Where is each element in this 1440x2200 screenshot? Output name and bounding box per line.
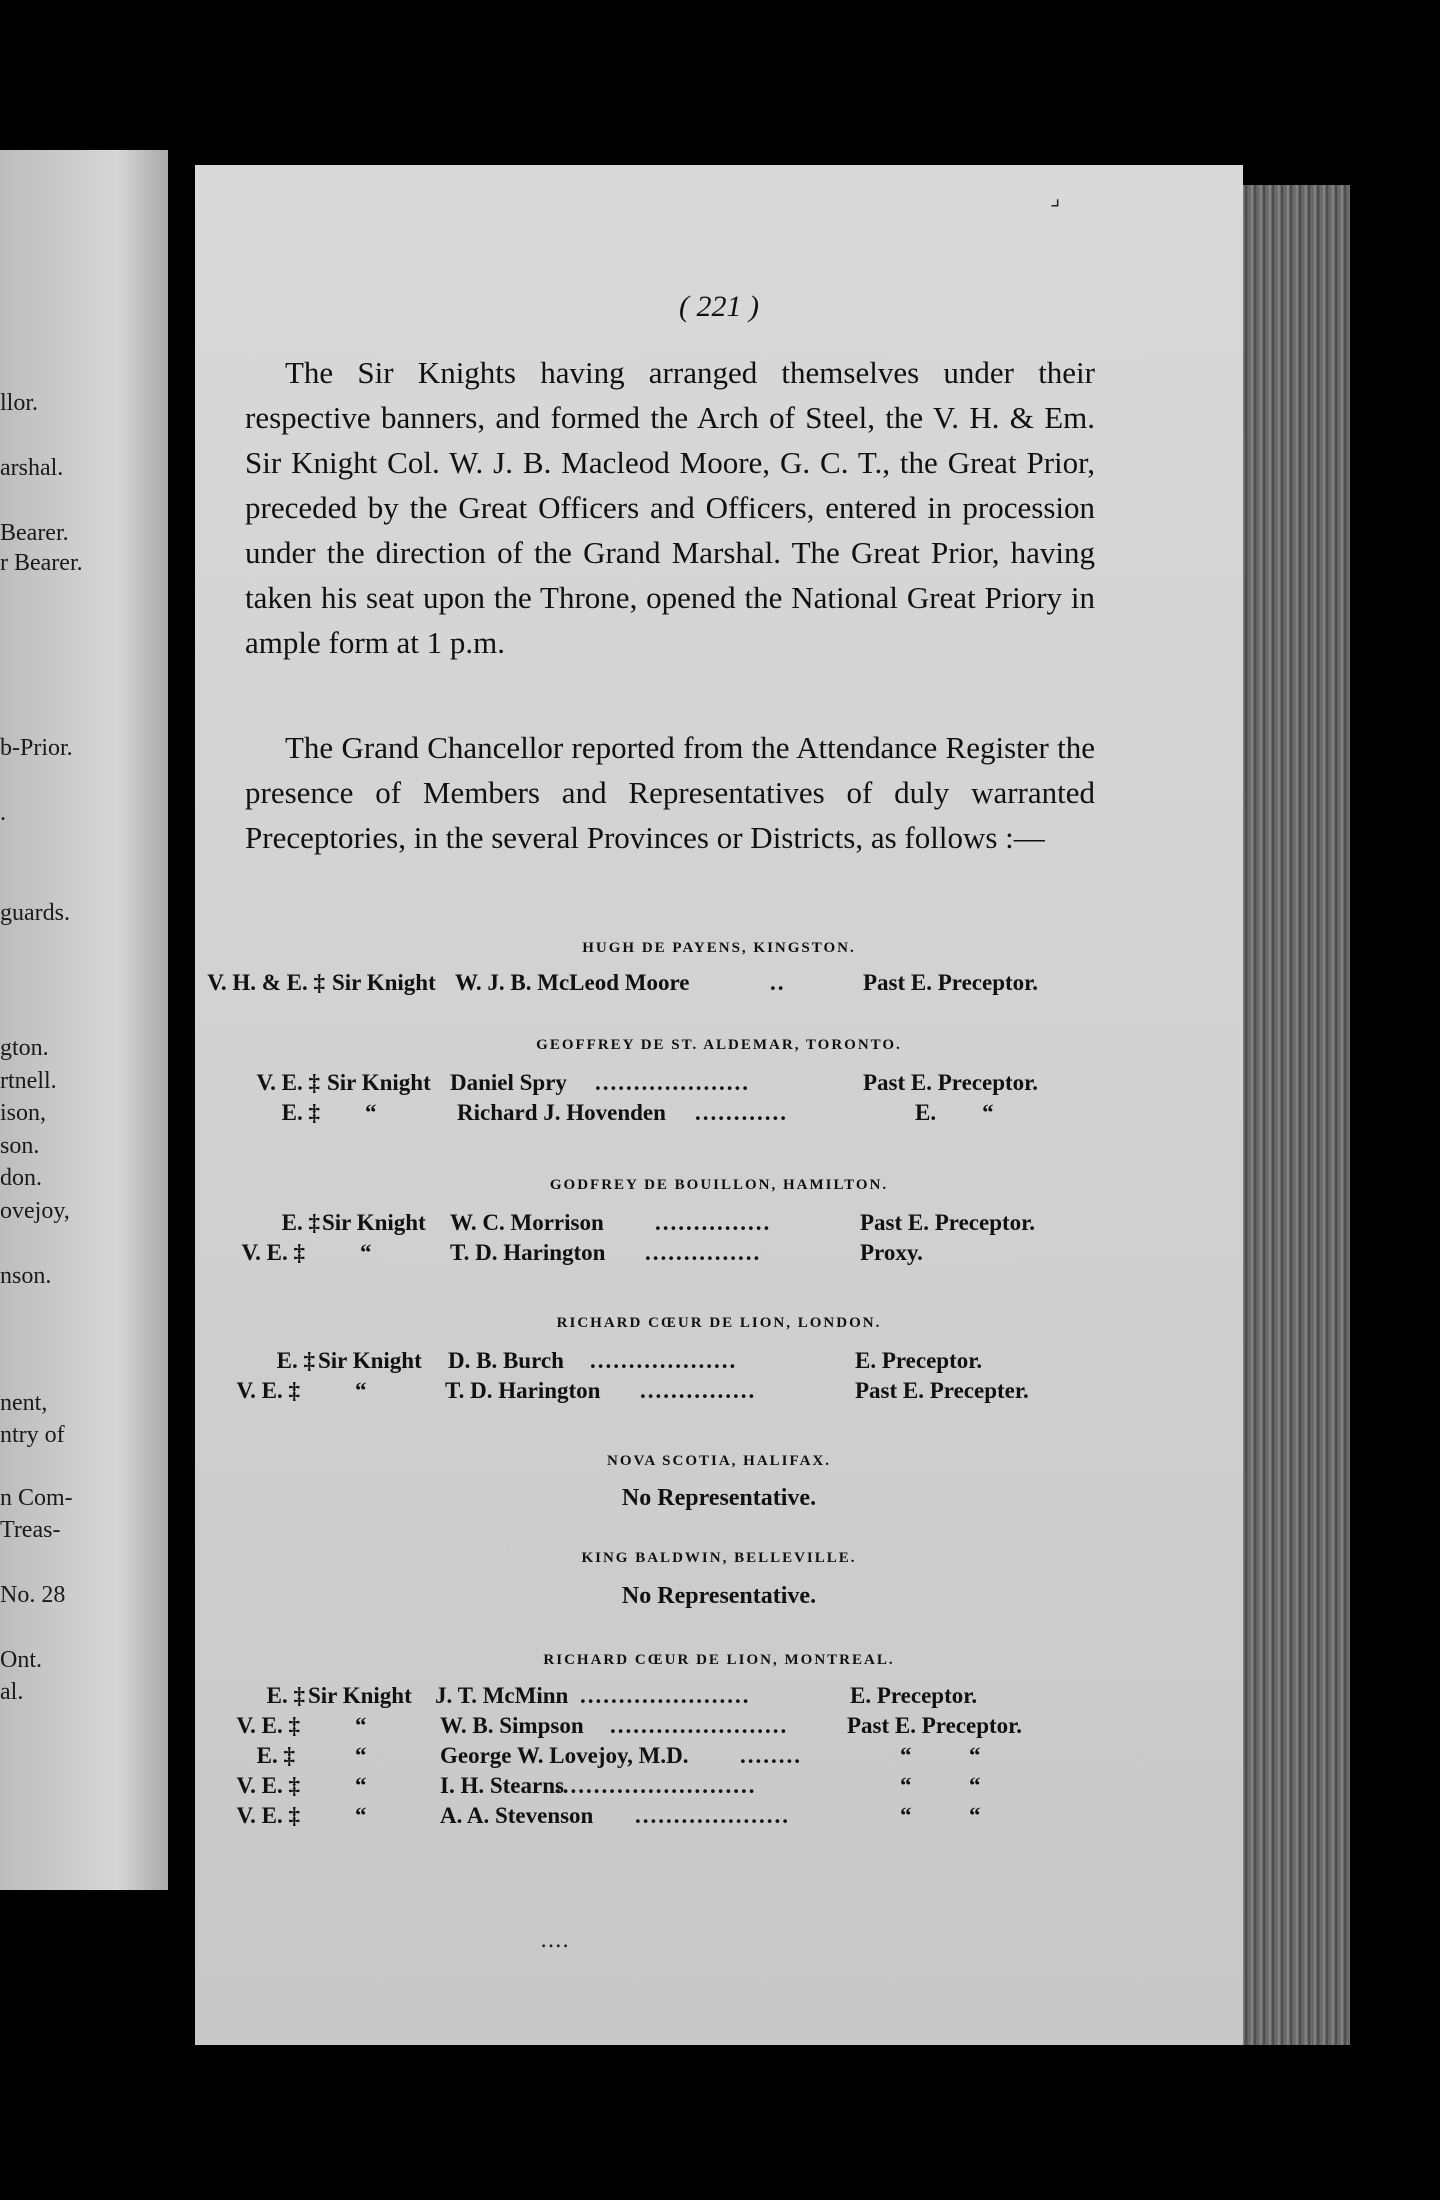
page-number: ( 221 ) [679, 290, 759, 323]
member-title: Sir Knight [332, 970, 436, 995]
leader-dots: ............... [655, 1210, 772, 1235]
member-name: J. T. McMinn [435, 1683, 569, 1708]
member-office: Past E. Preceptor. [860, 1210, 1036, 1235]
no-representative: No Representative. [621, 1485, 817, 1511]
leader-dots: .. [770, 970, 786, 995]
member-rank: V. H. & E. ‡ [207, 970, 325, 995]
left-fragment: b-Prior. [0, 735, 73, 761]
left-fragment: llor. [0, 390, 39, 416]
left-fragment: ntry of [0, 1422, 65, 1448]
leader-dots: ............... [640, 1378, 757, 1403]
left-fragment: arshal. [0, 455, 64, 481]
left-fragment: nson. [0, 1263, 52, 1289]
member-name: A. A. Stevenson [440, 1803, 594, 1828]
member-rank: E. ‡ [276, 1348, 315, 1373]
leader-dots: ............ [695, 1100, 788, 1125]
member-title: “ [360, 1240, 372, 1265]
member-office: E. Preceptor. [850, 1683, 978, 1708]
left-fragment: al. [0, 1679, 24, 1705]
member-office: Proxy. [860, 1240, 923, 1265]
member-name: T. D. Harington [450, 1240, 606, 1265]
attendance-paragraph: The Grand Chancellor reported from the Attendance Register the presence of Members and Representatives of duly warranted Preceptories, in the several Provinces or Districts, as follows :— [245, 730, 1095, 855]
left-fragment: n Com- [0, 1485, 73, 1511]
leader-dots: .......................... [555, 1773, 757, 1798]
left-fragment: No. 28 [0, 1582, 66, 1608]
leader-dots: ................... [590, 1348, 738, 1373]
member-name: I. H. Stearns [440, 1773, 564, 1798]
left-fragment: don. [0, 1165, 42, 1191]
leader-dots: ....................... [610, 1713, 789, 1738]
member-row [195, 1240, 1243, 1270]
member-office: E. “ [915, 1100, 994, 1125]
member-name: W. J. B. McLeod Moore [455, 970, 690, 995]
member-rank: E. ‡ [281, 1100, 320, 1125]
page-stack-edge [1240, 185, 1350, 2045]
left-fragment: gton. [0, 1035, 49, 1061]
member-name: George W. Lovejoy, M.D. [440, 1743, 689, 1768]
leader-dots: .................... [635, 1803, 790, 1828]
member-row [195, 1210, 1243, 1240]
left-fragment: nent, [0, 1390, 48, 1416]
preceptory-heading: GODFREY DE BOUILLON, HAMILTON. [549, 1177, 889, 1193]
scan-mark: ⌟ [1050, 185, 1061, 210]
member-rank: E. ‡ [266, 1683, 305, 1708]
leader-dots: ........ [740, 1743, 802, 1768]
member-row [195, 1773, 1243, 1803]
member-row [195, 1743, 1243, 1773]
member-title: Sir Knight [308, 1683, 412, 1708]
preceptory-heading: HUGH DE PAYENS, KINGSTON. [582, 940, 856, 956]
member-name: D. B. Burch [448, 1348, 564, 1373]
member-rank: E. ‡ [256, 1743, 295, 1768]
member-row [195, 1378, 1243, 1408]
no-representative: No Representative. [621, 1583, 817, 1609]
member-title: Sir Knight [327, 1070, 431, 1095]
member-rank: E. ‡ [281, 1210, 320, 1235]
member-row [195, 970, 1243, 1000]
left-fragment: Ont. [0, 1647, 42, 1673]
member-office: Past E. Preceptor. [863, 970, 1039, 995]
preceptory-heading: RICHARD CŒUR DE LION, LONDON. [556, 1315, 882, 1331]
preceptory-heading: GEOFFREY DE ST. ALDEMAR, TORONTO. [536, 1037, 902, 1053]
left-fragment: . [0, 800, 6, 826]
member-name: Richard J. Hovenden [457, 1100, 666, 1125]
member-office: “ “ [900, 1803, 981, 1828]
member-rank: V. E. ‡ [236, 1378, 300, 1403]
member-title: “ [365, 1100, 377, 1125]
preceptory-heading: KING BALDWIN, BELLEVILLE. [581, 1550, 857, 1566]
left-fragment: son. [0, 1133, 40, 1159]
member-office: E. Preceptor. [855, 1348, 983, 1373]
leader-dots: .................... [595, 1070, 750, 1095]
left-fragment: rtnell. [0, 1068, 57, 1094]
member-title: “ [355, 1378, 367, 1403]
member-office: “ “ [900, 1773, 981, 1798]
left-fragment: r Bearer. [0, 550, 83, 576]
left-fragment: Treas- [0, 1517, 61, 1543]
leader-dots: ...................... [580, 1683, 751, 1708]
member-name: W. B. Simpson [440, 1713, 584, 1738]
member-office: “ “ [900, 1743, 981, 1768]
member-rank: V. E. ‡ [236, 1713, 300, 1738]
left-fragment: Bearer. [0, 520, 69, 546]
member-office: Past E. Preceptor. [847, 1713, 1023, 1738]
leader-dots: ............... [645, 1240, 762, 1265]
member-row [195, 1803, 1243, 1833]
member-row [195, 1100, 1243, 1130]
member-row [195, 1683, 1243, 1713]
left-facing-page [0, 150, 168, 1890]
member-name: Daniel Spry [450, 1070, 567, 1095]
member-title: “ [355, 1803, 367, 1828]
member-title: Sir Knight [322, 1210, 426, 1235]
opening-paragraph: The Sir Knights having arranged themselves under their respective banners, and formed the Arch of Steel, the V. H. & Em. Sir Knight Col. W. J. B. Macleod Moore, G. C. T., the Great Prior, preceded by the Great Officers and Officers, entered in procession under the direction of the Grand Marshal. The Great Prior, having taken his seat upon the Throne, opened the National Great Priory in ample form at 1 p.m. [245, 355, 1095, 660]
left-fragment: guards. [0, 900, 70, 926]
member-row [195, 1713, 1243, 1743]
member-rank: V. E. ‡ [241, 1240, 305, 1265]
scan-mark: ‥‥ [540, 1927, 570, 1952]
member-name: W. C. Morrison [450, 1210, 604, 1235]
member-rank: V. E. ‡ [256, 1070, 320, 1095]
left-fragment: ovejoy, [0, 1198, 70, 1224]
member-title: “ [355, 1773, 367, 1798]
left-fragment: ison, [0, 1100, 47, 1126]
member-rank: V. E. ‡ [236, 1803, 300, 1828]
member-title: “ [355, 1743, 367, 1768]
book-page [195, 165, 1243, 2045]
member-office: Past E. Precepter. [855, 1378, 1029, 1403]
member-title: “ [355, 1713, 367, 1738]
member-title: Sir Knight [318, 1348, 422, 1373]
member-rank: V. E. ‡ [236, 1773, 300, 1798]
member-row [195, 1070, 1243, 1100]
preceptory-heading: NOVA SCOTIA, HALIFAX. [607, 1453, 831, 1469]
member-row [195, 1348, 1243, 1378]
member-office: Past E. Preceptor. [863, 1070, 1039, 1095]
preceptory-heading: RICHARD CŒUR DE LION, MONTREAL. [543, 1652, 895, 1668]
member-name: T. D. Harington [445, 1378, 601, 1403]
